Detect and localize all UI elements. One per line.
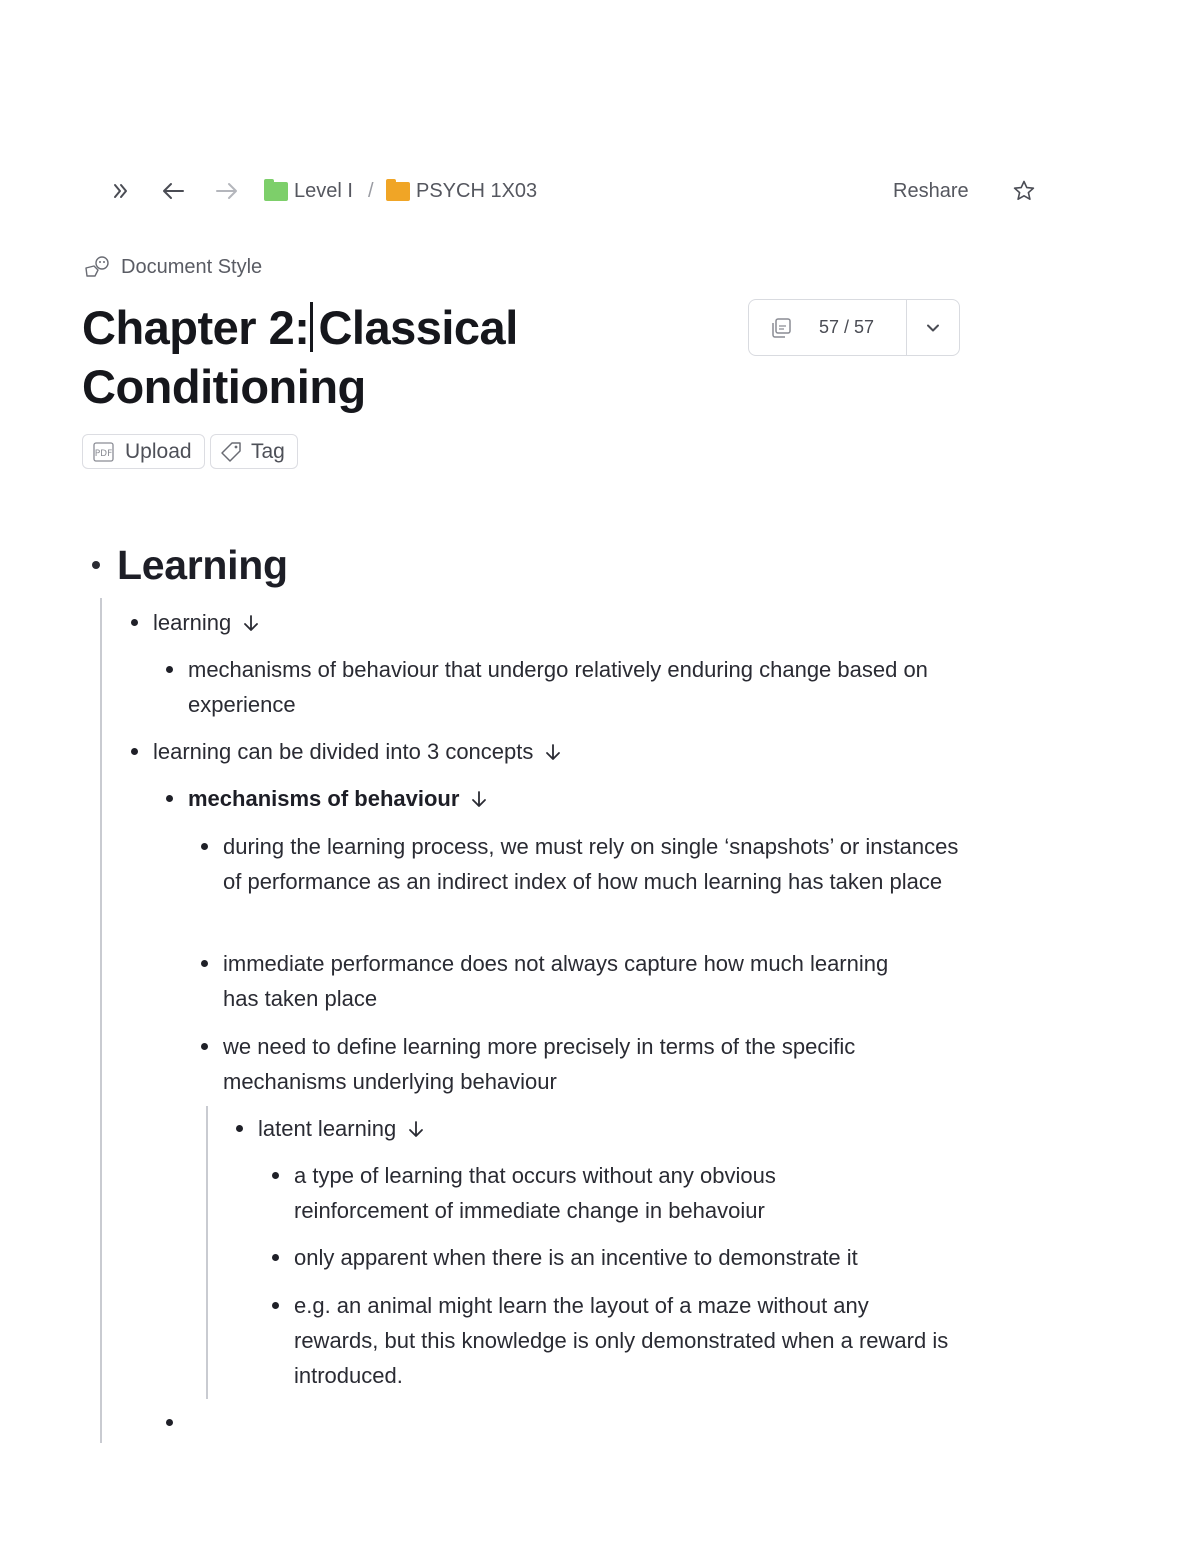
list-item[interactable] — [153, 605, 259, 640]
bullet — [201, 1043, 208, 1050]
forward-arrow-icon[interactable] — [212, 176, 242, 206]
item-text: learning — [153, 610, 232, 635]
list-item[interactable] — [188, 652, 948, 722]
arrow-down-icon[interactable] — [545, 743, 561, 761]
item-text: a type of learning that occurs without any obvious reinforcement of immediate change in behavoiur — [294, 1163, 776, 1223]
page-title[interactable] — [82, 298, 702, 416]
green-folder-icon — [264, 182, 288, 201]
document-style-label: Document Style — [121, 255, 263, 278]
breadcrumb-label: Level I — [294, 179, 353, 202]
outline-guide-line — [100, 598, 102, 1443]
orange-folder-icon — [386, 182, 410, 201]
chevron-down-icon — [925, 320, 941, 336]
copy-pages-icon — [769, 316, 793, 340]
bullet — [92, 561, 100, 569]
empty-list-item[interactable] — [188, 1405, 588, 1440]
upload-button[interactable] — [82, 434, 205, 469]
list-item[interactable] — [294, 1288, 959, 1393]
tag-label: Tag — [251, 439, 285, 463]
list-item[interactable] — [223, 829, 963, 899]
breadcrumb-level-i[interactable] — [264, 176, 353, 206]
title-part-one: Chapter 2: — [82, 301, 310, 354]
item-text: learning can be divided into 3 concepts — [153, 739, 534, 764]
list-item[interactable] — [223, 946, 913, 1016]
tag-icon — [219, 441, 243, 463]
palette-icon — [84, 255, 111, 279]
document-style-button[interactable] — [84, 252, 262, 282]
bullet — [166, 795, 173, 802]
bullet — [201, 960, 208, 967]
bullet — [166, 666, 173, 673]
item-text: during the learning process, we must rely on single ‘snapshots’ or instances of performance as an indirect index of how much learning has taken place — [223, 834, 959, 894]
upload-label: Upload — [125, 439, 192, 463]
breadcrumb-psych-1x03[interactable] — [386, 176, 537, 206]
item-text: mechanisms of behaviour that undergo relatively enduring change based on experience — [188, 657, 928, 717]
arrow-down-icon[interactable] — [243, 614, 259, 632]
bullet — [272, 1172, 279, 1179]
item-text: mechanisms of behaviour — [188, 786, 460, 811]
pdf-icon — [91, 442, 117, 462]
breadcrumb-label: PSYCH 1X03 — [416, 179, 538, 202]
item-text: we need to define learning more precisely in terms of the specific mechanisms underlying behaviour — [223, 1034, 856, 1094]
outline-heading[interactable] — [92, 535, 288, 595]
title-part-two: Classical Conditioning — [82, 301, 518, 413]
bullet — [272, 1302, 279, 1309]
expand-sidebar-icon[interactable] — [106, 176, 136, 206]
page-counter-text: 57 / 57 — [819, 317, 875, 337]
bullet — [272, 1254, 279, 1261]
text-cursor — [310, 302, 313, 352]
item-text: e.g. an animal might learn the layout of a maze without any rewards, but this knowledge is only demonstrated when a reward is introduced. — [294, 1293, 949, 1388]
bullet — [131, 748, 138, 755]
list-item[interactable] — [294, 1158, 894, 1228]
heading-text: Learning — [117, 541, 288, 588]
bullet — [131, 619, 138, 626]
list-item[interactable] — [258, 1111, 424, 1146]
list-item[interactable] — [153, 734, 561, 769]
version-counter — [748, 299, 960, 356]
list-item[interactable] — [223, 1029, 968, 1099]
arrow-down-icon[interactable] — [471, 790, 487, 808]
reshare-button[interactable]: Reshare — [893, 180, 969, 202]
list-item[interactable] — [294, 1240, 974, 1275]
breadcrumb-separator: / — [368, 180, 374, 202]
back-arrow-icon[interactable] — [158, 176, 188, 206]
item-text: only apparent when there is an incentive to demonstrate it — [294, 1245, 858, 1270]
version-counter-main[interactable] — [749, 300, 907, 355]
bullet — [236, 1125, 243, 1132]
tag-button[interactable] — [210, 434, 298, 469]
top-toolbar — [0, 170, 1200, 212]
svg-text:PDF: PDF — [94, 448, 113, 459]
bullet — [201, 843, 208, 850]
arrow-down-icon[interactable] — [408, 1120, 424, 1138]
star-icon[interactable] — [1009, 176, 1039, 206]
list-item[interactable] — [188, 781, 487, 816]
counter-dropdown-button[interactable] — [907, 300, 959, 355]
item-text: latent learning — [258, 1116, 397, 1141]
item-text: immediate performance does not always capture how much learning has taken place — [223, 951, 889, 1011]
bullet — [166, 1419, 173, 1426]
outline-guide-line — [206, 1106, 208, 1399]
